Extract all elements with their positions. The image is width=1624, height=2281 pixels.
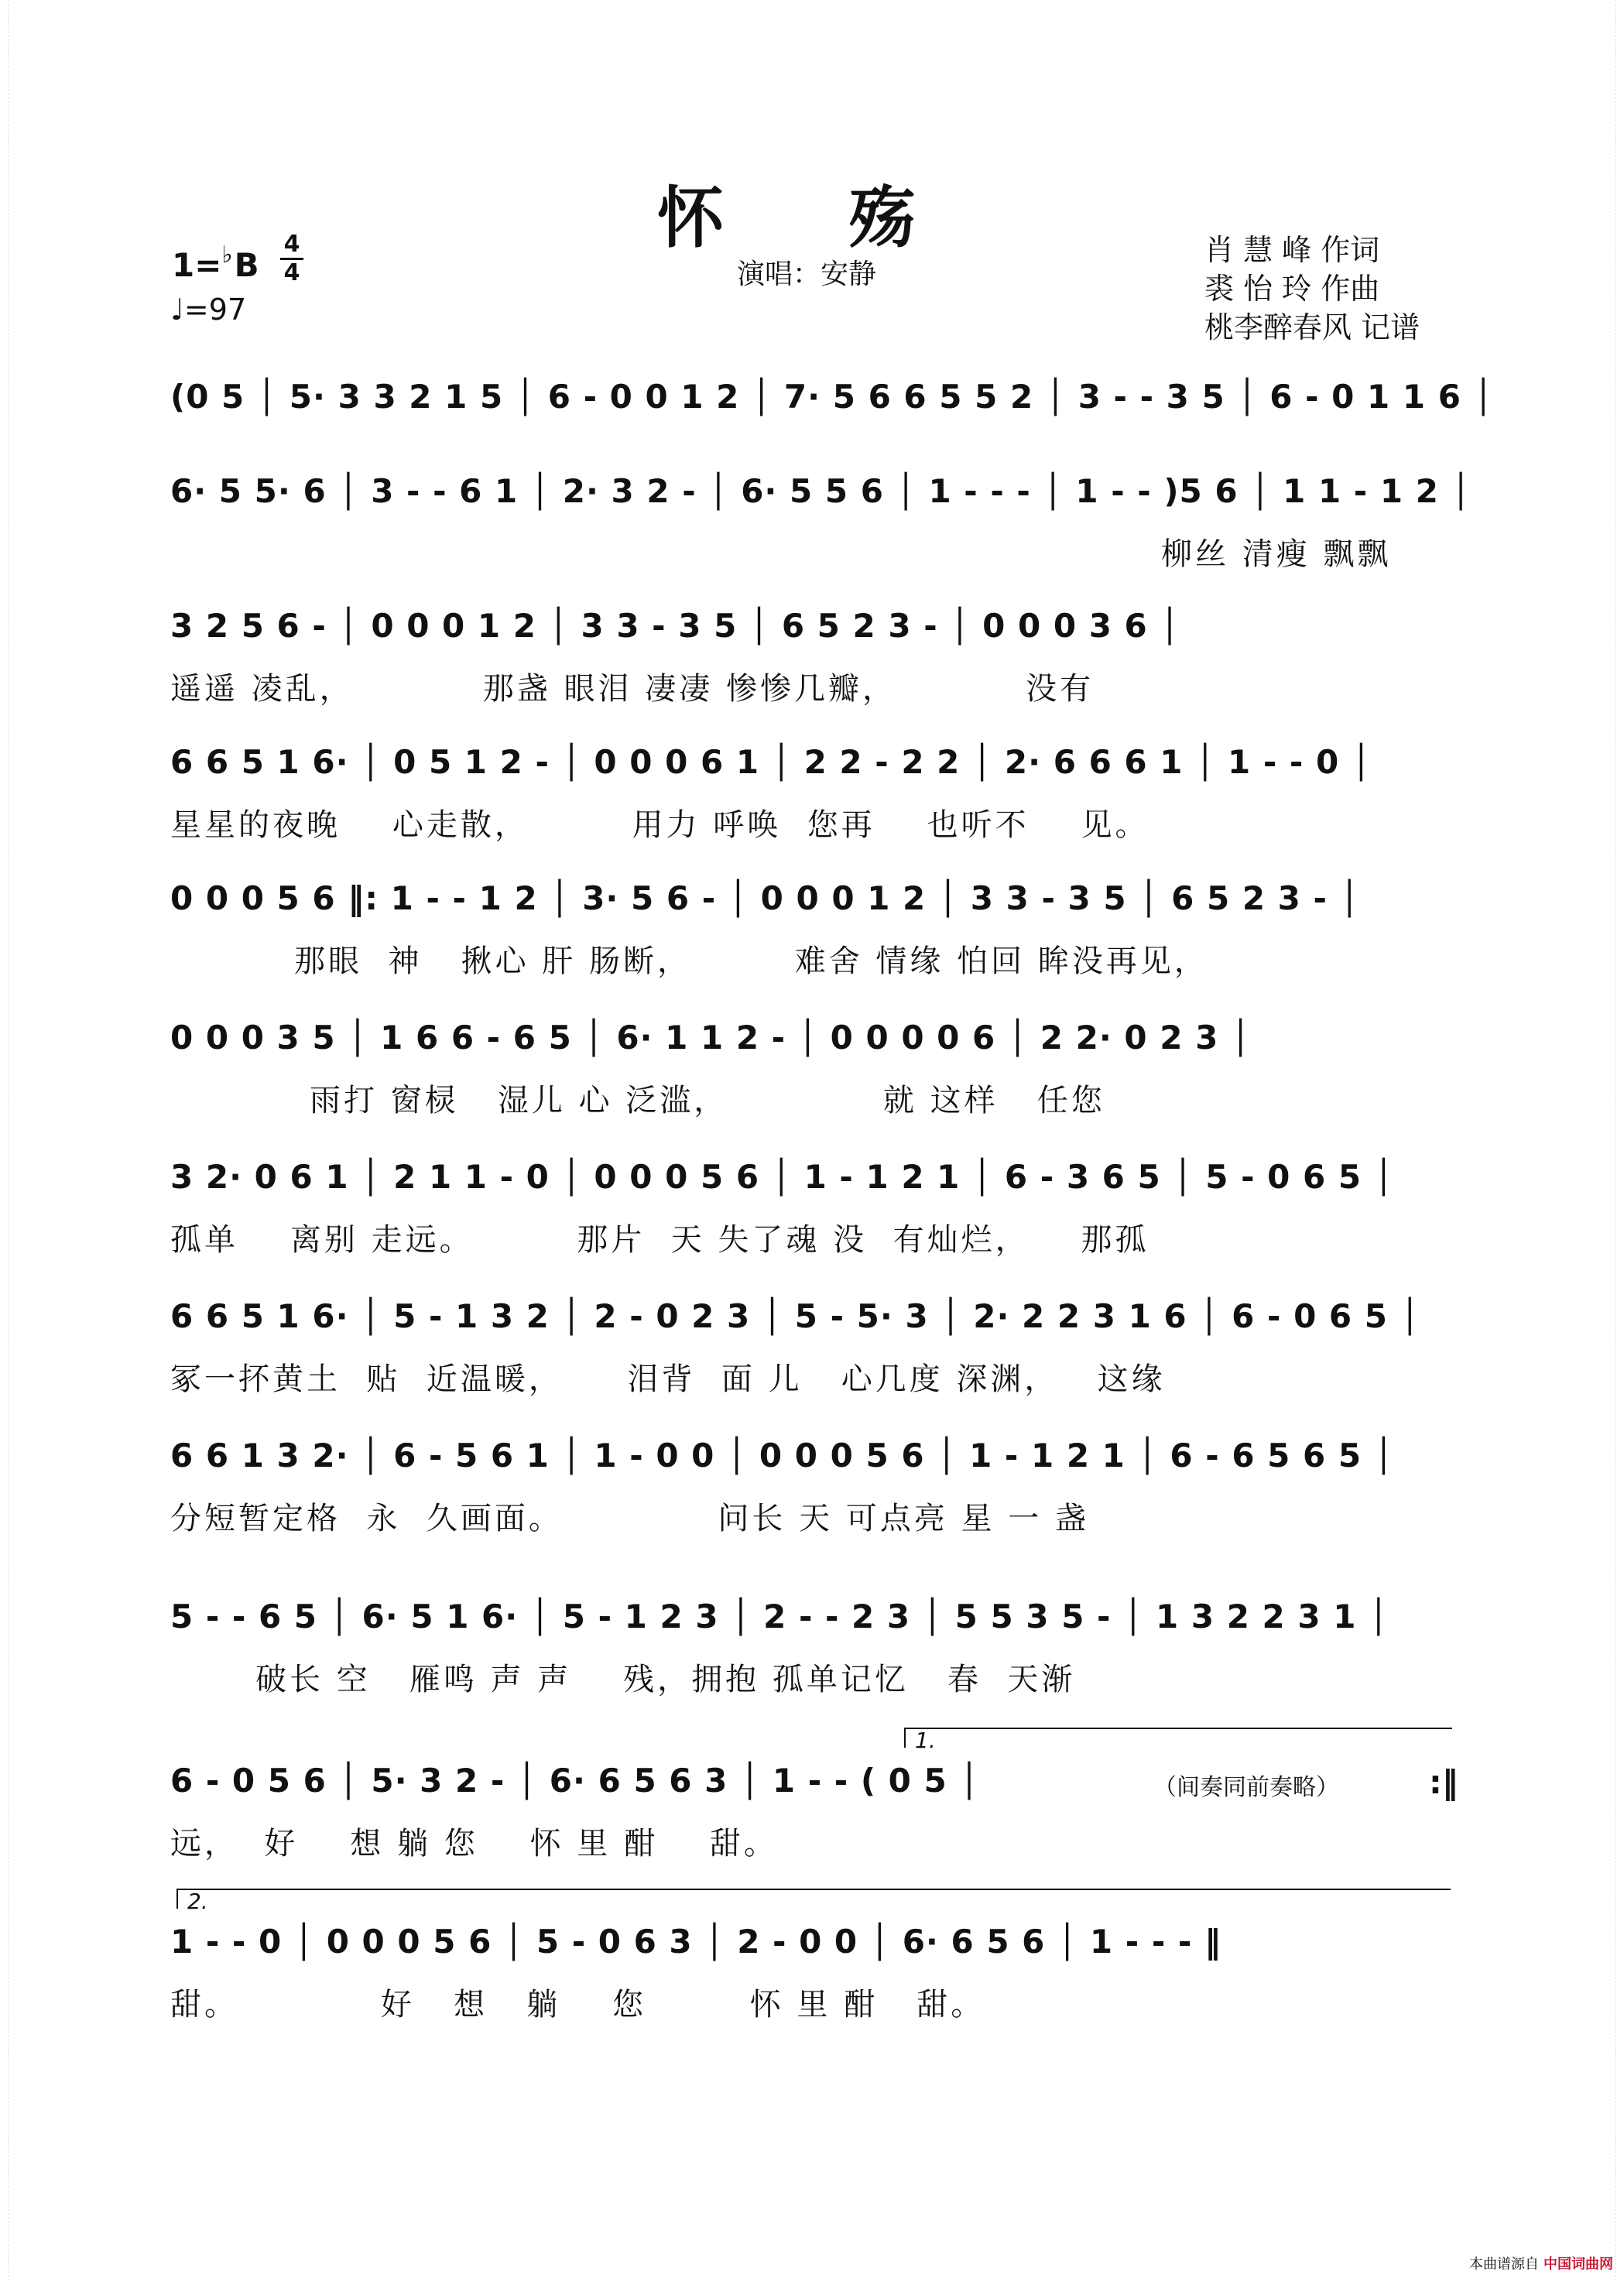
first-ending-bracket: [904, 1728, 1452, 1753]
flat-symbol: ♭: [221, 241, 233, 269]
lyrics-line: 远， 好 想 躺 您 怀 里 酣 甜。: [170, 1826, 778, 1861]
notation-line: 6 6 5 1 6· │ 5 - 1 3 2 │ 2 - 0 2 3 │ 5 - 5· 3 │ 2· 2 2 3 1 6 │ 6 - 0 6 5 │: [170, 1297, 1420, 1335]
footer-source: [1469, 2253, 1613, 2273]
notation-line: 1 - - 0 │ 0 0 0 5 6 │ 5 - 0 6 3 │ 2 - 0 0 │ 6· 6 5 6 │ 1 - - - ‖: [170, 1923, 1221, 1961]
interlude-note: （间奏同前奏略）: [1153, 1774, 1339, 1801]
footer-source-text: 本曲谱源自: [1469, 2256, 1539, 2272]
key-note: B: [234, 246, 259, 284]
notation-line: (0 5 │ 5· 3 3 2 1 5 │ 6 - 0 0 1 2 │ 7· 5 6 6 5 5 2 │ 3 - - 3 5 │ 6 - 0 1 1 6 │: [170, 378, 1494, 416]
key-label: 1=: [172, 246, 222, 284]
notation-line: 3 2· 0 6 1 │ 2 1 1 - 0 │ 0 0 0 5 6 │ 1 - 1 2 1 │ 6 - 3 6 5 │ 5 - 0 6 5 │: [170, 1158, 1394, 1196]
lyrics-line: 甜。 好 想 躺 您 怀 里 酣 甜。: [170, 1987, 985, 2022]
footer-site-name: 中国词曲网: [1543, 2256, 1613, 2272]
second-ending-label: 2.: [187, 1889, 208, 1914]
key-signature: [172, 241, 259, 284]
lyricist-credit: 肖 慧 峰 作词: [1204, 233, 1380, 267]
repeat-end-barline: :‖: [1429, 1763, 1458, 1801]
notation-line: 5 - - 6 5 │ 6· 5 1 6· │ 5 - 1 2 3 │ 2 - - 2 3 │ 5 5 3 5 - │ 1 3 2 2 3 1 │: [170, 1598, 1389, 1635]
time-signature-top: 4: [283, 231, 300, 258]
tempo-marking: ♩=97: [170, 293, 247, 327]
second-ending-bracket: [176, 1889, 1451, 1914]
notation-line: 6 6 5 1 6· │ 0 5 1 2 - │ 0 0 0 6 1 │ 2 2 - 2 2 │ 2· 6 6 6 1 │ 1 - - 0 │: [170, 743, 1372, 781]
lyrics-line: 那眼 神 揪心 肝 肠断， 难舍 情缘 怕回 眸没再见，: [294, 944, 1208, 979]
notation-line: 6· 5 5· 6 │ 3 - - 6 1 │ 2· 3 2 - │ 6· 5 5 6 │ 1 - - - │ 1 - - )5 6 │ 1 1 - 1 2 │: [170, 472, 1472, 510]
right-margin-strip: [1615, 0, 1624, 2281]
composer-credit: 裘 怡 玲 作曲: [1204, 272, 1380, 306]
lyrics-line: 孤单 离别 走远。 那片 天 失了魂 没 有灿烂， 那孤: [170, 1222, 1149, 1258]
song-title: 怀 殇: [657, 180, 967, 257]
lyrics-line: 柳丝 清瘦 飘飘: [1161, 536, 1392, 572]
notation-line: 0 0 0 5 6 ‖: 1 - - 1 2 │ 3· 5 6 - │ 0 0 0 1 2 │ 3 3 - 3 5 │ 6 5 2 3 - │: [170, 879, 1360, 917]
notation-line: 3 2 5 6 - │ 0 0 0 1 2 │ 3 3 - 3 5 │ 6 5 2 3 - │ 0 0 0 3 6 │: [170, 607, 1180, 645]
lyrics-line: 分短暂定格 永 久画面。 问长 天 可点亮 星 一 盏: [170, 1501, 1090, 1536]
lyrics-line: 星星的夜晚 心走散， 用力 呼唤 您再 也听不 见。: [170, 807, 1149, 843]
lyrics-line: 破长 空 雁鸣 声 声 残，拥抱 孤单记忆 春 天渐: [255, 1662, 1076, 1697]
notation-line: 0 0 0 3 5 │ 1 6 6 - 6 5 │ 6· 1 1 2 - │ 0 0 0 0 6 │ 2 2· 0 2 3 │: [170, 1019, 1252, 1057]
first-ending-label: 1.: [915, 1728, 936, 1753]
lyrics-line: 遥遥 凌乱， 那盏 眼泪 凄凄 惨惨几瓣， 没有: [170, 671, 1095, 707]
time-signature-bottom: 4: [283, 259, 300, 286]
credits-block: [1204, 231, 1420, 347]
singer-credit: 演唱：安静: [737, 259, 877, 290]
notation-line: 6 - 0 5 6 │ 5· 3 2 - │ 6· 6 5 6 3 │ 1 - - ( 0 5 │: [170, 1762, 980, 1800]
left-margin-strip: [0, 0, 9, 2281]
time-signature: [280, 232, 303, 286]
notation-line: 6 6 1 3 2· │ 6 - 5 6 1 │ 1 - 0 0 │ 0 0 0 5 6 │ 1 - 1 2 1 │ 6 - 6 5 6 5 │: [170, 1437, 1394, 1474]
lyrics-line: 冢一抔黄土 贴 近温暖， 泪背 面 儿 心几度 深渊， 这缘: [170, 1361, 1166, 1397]
transcriber-credit: 桃李醉春风 记谱: [1204, 310, 1420, 344]
lyrics-line: 雨打 窗棂 湿儿 心 泛滥， 就 这样 任您: [310, 1083, 1105, 1118]
